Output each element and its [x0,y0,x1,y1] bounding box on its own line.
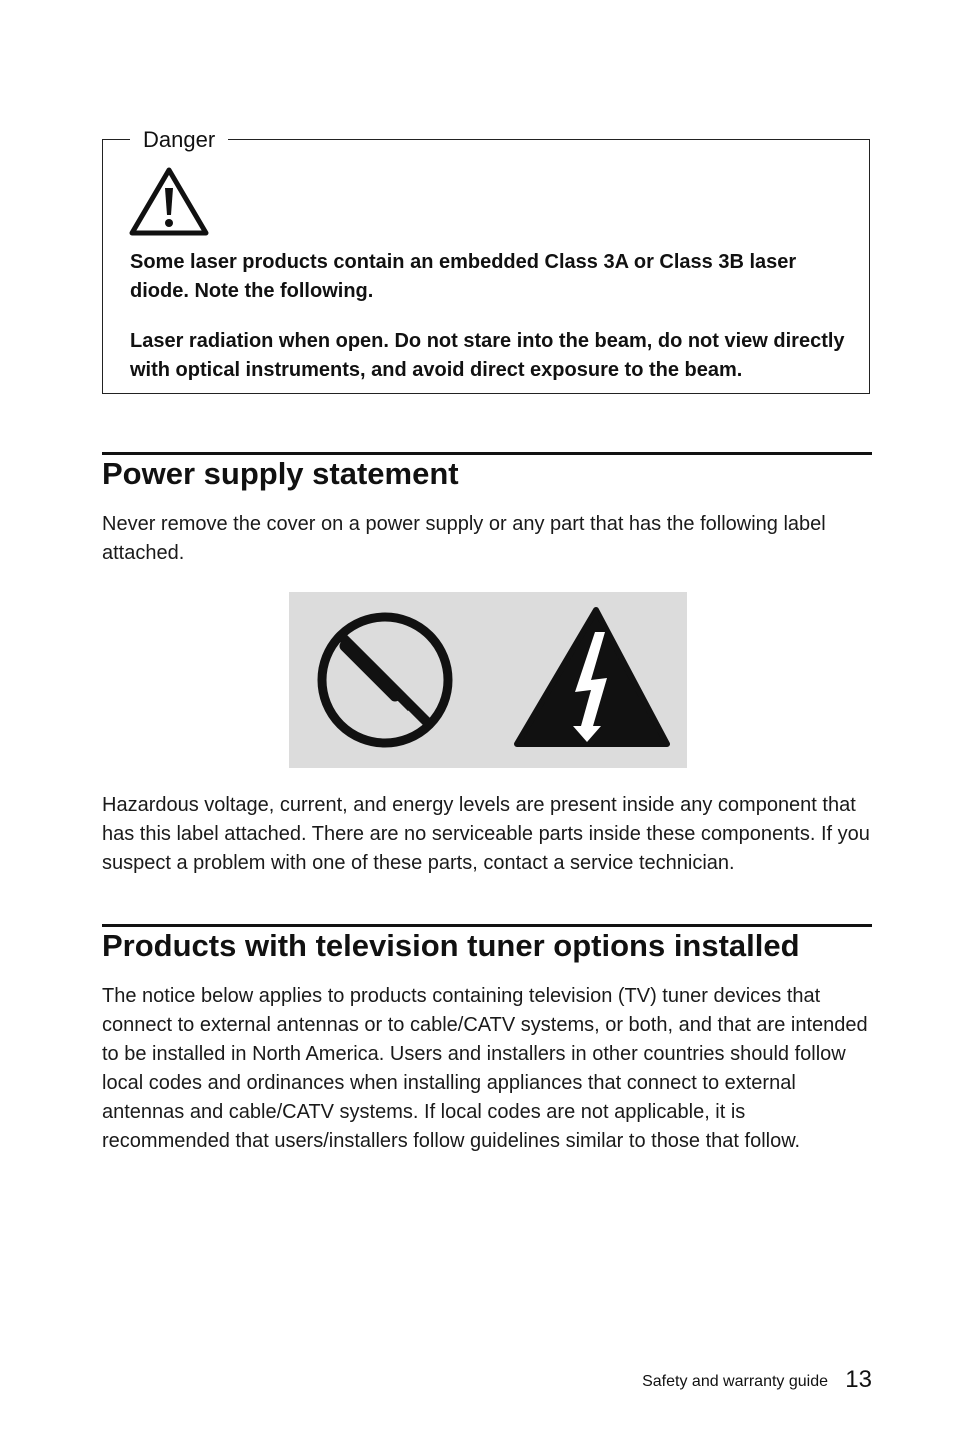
tv-tuner-heading: Products with television tuner options installed [102,928,800,963]
high-voltage-icon [509,592,679,768]
danger-legend: Danger [130,125,228,155]
danger-paragraph-laser-diode: Some laser products contain an embedded Class 3A or Class 3B laser diode. Note the following. [130,251,797,302]
danger-paragraph-laser-radiation: Laser radiation when open. Do not stare into the beam, do not view directly with optical instruments, and avoid direct exposure to the beam. [130,330,845,381]
power-supply-intro: Never remove the cover on a power supply or any part that has the following label attached. [102,513,826,564]
power-supply-description: Hazardous voltage, current, and energy levels are present inside any component that has this label attached. There are no serviceable parts inside these components. If you suspect a problem with one of these parts, contact a service technician. [102,794,870,874]
page-number: 13 [845,1366,872,1393]
footer-guide-title: Safety and warranty guide [642,1373,828,1390]
hazard-label-panel [289,592,687,768]
no-screwdriver-icon [313,592,483,768]
power-supply-heading: Power supply statement [102,456,459,491]
warning-triangle-icon [128,166,210,238]
tv-tuner-body: The notice below applies to products containing television (TV) tuner devices that connect to external antennas or to cable/CATV systems, or both, and that are intended to be installed in North America. Users and installers in other countries should follow local codes and ordinances when installing appliances that connect to external antennas and cable/CATV systems. If local codes are not applicable, it is recommended that users/installers follow guidelines similar to those that follow. [102,985,868,1152]
